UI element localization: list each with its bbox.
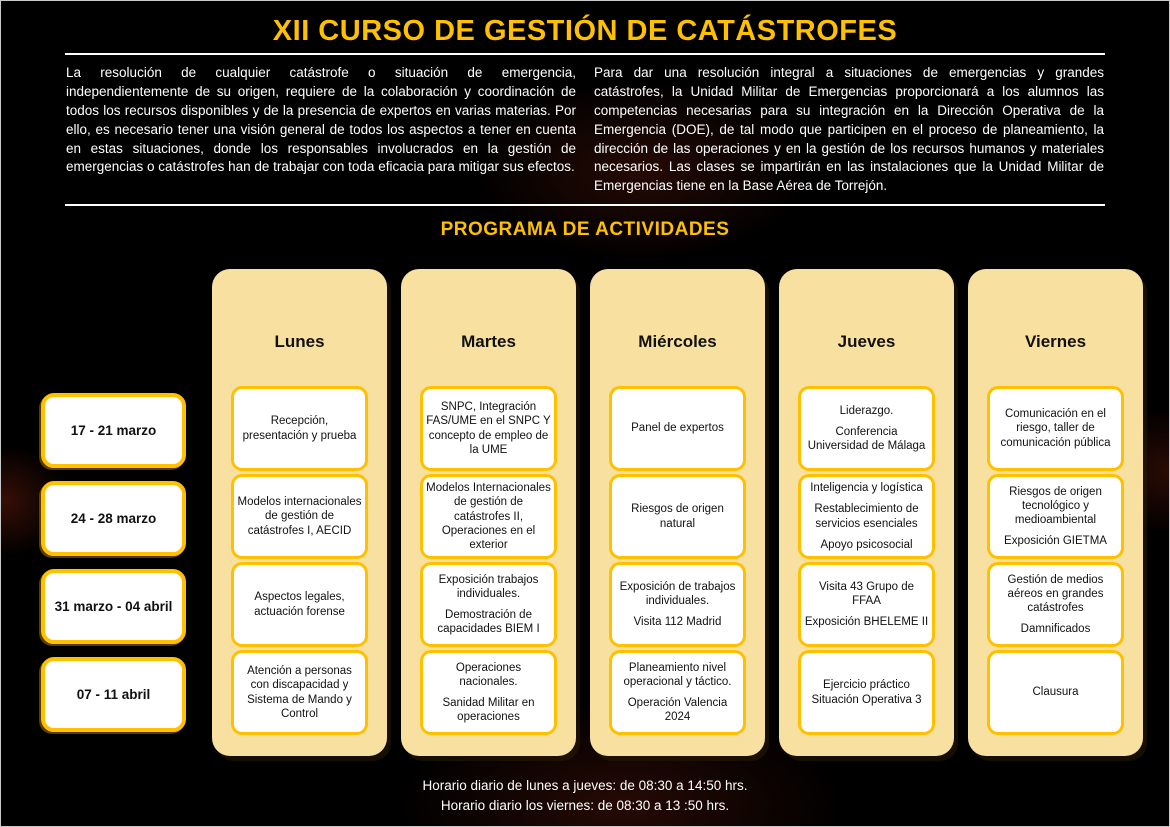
day-header: Jueves (837, 331, 896, 351)
poster-header (1, 1, 1169, 55)
day-cells (590, 386, 765, 735)
intro-section (66, 64, 1104, 196)
day-header: Miércoles (638, 331, 717, 351)
cell-text: Conferencia Universidad de Málaga (807, 425, 926, 452)
day-column (212, 269, 387, 756)
week-labels (41, 393, 186, 732)
intro-divider (65, 204, 1105, 206)
schedule-cell (420, 386, 557, 471)
intro-paragraph-left: La resolución de cualquier catástrofe o situación de emergencia, independientemente de su origen, requiere de la colaboración y coordinación de todos los recursos disponibles y de la presencia de expertos en varias materias. Por ello, es necesario tener una visión general de todos los aspectos a tener en cuenta en estas situaciones, donde los responsables involucrados en la gestión de emergencias o catástrofes han de trabajar con toda eficacia para mitigar sus efectos. (66, 65, 576, 175)
cell-text: Visita 112 Madrid (633, 616, 722, 628)
title-divider (65, 53, 1105, 55)
day-column (968, 269, 1143, 756)
schedule-cell (987, 386, 1124, 471)
day-column (779, 269, 954, 756)
cell-text: Damnificados (1020, 623, 1091, 636)
cell-text: Visita 43 Grupo de FFAA (818, 580, 915, 607)
schedule-cell (609, 650, 746, 735)
cell-text: Exposición BHELEME II (804, 616, 929, 628)
cell-text: Demostración de capacidades BIEM I (437, 609, 540, 636)
cell-text: Exposición de trabajos individuales. (619, 580, 736, 607)
cell-text: Recepción, presentación y prueba (242, 415, 357, 442)
schedule-cell (609, 562, 746, 647)
cell-text: Aspectos legales, actuación forense (254, 591, 345, 618)
cell-text: Clausura (1032, 686, 1079, 699)
cell-text: Operaciones nacionales. (455, 661, 522, 688)
intro-paragraph-right: Para dar una resolución integral a situaciones de emergencias y grandes catástrofes, la Unidad Militar de Emergencias proporcionará a los alumnos las competencias necesarias para su integración en la Dirección Operativa de la Emergencia (DOE), de tal modo que participen en el proceso de planeamiento, la dirección de las operaciones y en la gestión de los recursos humanos y materiales necesarios. Las clases se impartirán en las instalaciones que la Unidad Militar de Emergencias tiene en la Base Aérea de Torrejón. (594, 65, 1104, 194)
week-label: 31 marzo - 04 abril (41, 569, 186, 644)
schedule-cell (231, 386, 368, 471)
schedule-cell (987, 474, 1124, 559)
day-header: Lunes (274, 331, 325, 351)
cell-text: Riesgos de origen natural (631, 503, 724, 530)
cell-text: Modelos internacionales de gestión de catástrofes I, AECID (237, 496, 362, 537)
cell-text: Exposición trabajos individuales. (438, 573, 539, 600)
cell-text: Comunicación en el riesgo, taller de comunicación pública (1000, 408, 1111, 449)
course-title: XII CURSO DE GESTIÓN DE CATÁSTROFES (272, 15, 898, 47)
week-label: 07 - 11 abril (41, 657, 186, 732)
schedule-cell (420, 650, 557, 735)
cell-text: Gestión de medios aéreos en grandes catástrofes (1007, 573, 1104, 614)
day-cells (212, 386, 387, 735)
cell-text: Inteligencia y logística (810, 482, 923, 495)
cell-text: Sanidad Militar en operaciones (442, 697, 535, 724)
cell-text: Apoyo psicosocial (820, 538, 913, 551)
cell-text: Liderazgo. (839, 404, 894, 417)
schedule-cell (609, 386, 746, 471)
day-column (401, 269, 576, 756)
schedule-cell (231, 474, 368, 559)
day-header: Viernes (1024, 331, 1087, 351)
program-heading: PROGRAMA DE ACTIVIDADES (440, 219, 730, 241)
cell-text: Modelos Internacionales de gestión de catástrofes II, Operaciones en el exterior (426, 482, 551, 551)
day-columns (212, 269, 1143, 756)
cell-text: Riesgos de origen tecnológico y medioambiental (1009, 485, 1102, 526)
schedule-cell (231, 562, 368, 647)
week-label: 17 - 21 marzo (41, 393, 186, 468)
schedule-cell (798, 474, 935, 559)
week-label: 24 - 28 marzo (41, 481, 186, 556)
schedule-cell (798, 650, 935, 735)
schedule-cell (798, 386, 935, 471)
schedule-hours (1, 776, 1169, 817)
hours-line-2: Horario diario los viernes: de 08:30 a 13 :50 hrs. (440, 797, 730, 813)
hours-line-1: Horario diario de lunes a jueves: de 08:30 a 14:50 hrs. (422, 777, 748, 793)
cell-text: Planeamiento nivel operacional y táctico. (623, 661, 732, 688)
day-cells (968, 386, 1143, 735)
day-column (590, 269, 765, 756)
schedule-cell (987, 650, 1124, 735)
schedule-cell (798, 562, 935, 647)
cell-text: Exposición GIETMA (1004, 535, 1107, 548)
cell-text: Atención a personas con discapacidad y Sistema de Mando y Control (247, 665, 352, 720)
day-header: Martes (461, 331, 516, 351)
schedule-cell (231, 650, 368, 735)
schedule-cell (420, 474, 557, 559)
cell-text: SNPC, Integración FAS/UME en el SNPC Y concepto de empleo de la UME (426, 401, 551, 456)
schedule-cell (987, 562, 1124, 647)
cell-text: Operación Valencia 2024 (627, 697, 728, 724)
schedule-grid (1, 251, 1170, 771)
cell-text: Ejercicio práctico Situación Operativa 3 (811, 679, 922, 706)
cell-text: Restablecimiento de servicios esenciales (814, 503, 919, 530)
day-cells (779, 386, 954, 735)
schedule-cell (420, 562, 557, 647)
cell-text: Panel de expertos (631, 422, 724, 435)
schedule-cell (609, 474, 746, 559)
day-cells (401, 386, 576, 735)
